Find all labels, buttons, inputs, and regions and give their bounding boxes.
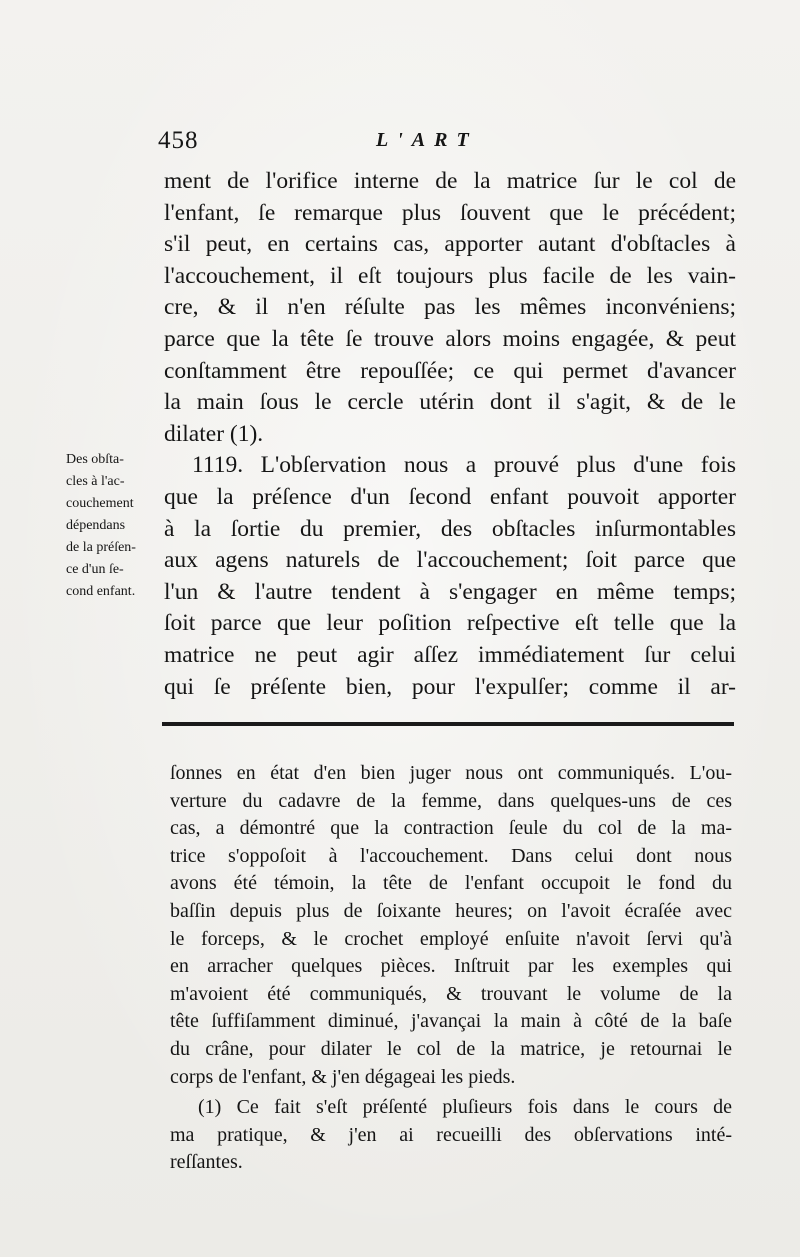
footnote-line: avons été témoin, la tête de l'enfant occupoit le fond du (170, 872, 732, 895)
footnote-line: m'avoient été communiqués, & trouvant le volume de la (170, 982, 732, 1005)
margin-note-line: de la préſen- (66, 540, 136, 555)
text-line: l'accouchement, il eſt toujours plus facile de les vain- (164, 262, 736, 289)
footnote-line: tête ſuffiſamment diminué, j'avançai la main à côté de la baſe (170, 1010, 732, 1033)
margin-note (66, 449, 166, 603)
footnote-line: du crâne, pour dilater le col de la matrice, je retournai le (170, 1037, 732, 1060)
text-line: matrice ne peut agir aſſez immédiatement ſur celui (164, 641, 736, 668)
footnote-separator-rule (162, 722, 734, 726)
text-line: ment de l'orifice interne de la matrice ſur le col de (164, 168, 736, 194)
running-title: L'ART (376, 129, 478, 151)
footnote-line: baſſin depuis plus de ſoixante heures; on l'avoit écraſée avec (170, 899, 732, 922)
footnote-continuation (170, 760, 732, 1091)
text-line: l'enfant, ſe remarque plus ſouvent que le précédent; (164, 199, 736, 226)
margin-note-line: Des obſta- (66, 452, 124, 467)
footnote-line: verture du cadavre de la femme, dans quelques-uns de ces (170, 789, 732, 812)
footnote-line: corps de l'enfant, & j'en dégageai les pieds. (170, 1065, 516, 1088)
text-line: qui ſe préſente bien, pour l'expulſer; comme il ar- (164, 673, 736, 700)
text-line: conſtamment être repouſſée; ce qui permet d'avancer (164, 357, 736, 384)
margin-note-line: cles à l'ac- (66, 474, 125, 489)
main-text-block (164, 166, 736, 703)
text-line: l'un & l'autre tendent à s'engager en même temps; (164, 578, 736, 605)
footnote-line: en arracher quelques pièces. Inſtruit par les exemples qui (170, 955, 732, 978)
footnote-line: le forceps, & le crochet employé enſuite n'avoit ſervi qu'à (170, 927, 732, 950)
text-line: que la préſence d'un ſecond enfant pouvoit apporter (164, 483, 736, 510)
text-line: la main ſous le cercle utérin dont il s'agit, & de le (164, 389, 736, 416)
page-number: 458 (158, 127, 199, 154)
margin-note-line: dépendans (66, 518, 126, 533)
margin-note-line: ce d'un ſe- (66, 562, 124, 577)
margin-note-line: couchement (66, 496, 134, 511)
text-line: dilater (1). (164, 420, 264, 447)
footnote-line: (1) Ce fait s'eſt préſenté pluſieurs fois dans le cours de (198, 1096, 732, 1118)
footnote-line: trice s'oppoſoit à l'accouchement. Dans celui dont nous (170, 844, 732, 867)
footnote-line: ma pratique, & j'en ai recueilli des obſervations inté- (170, 1123, 732, 1146)
footnote (170, 1094, 732, 1177)
text-line: parce que la tête ſe trouve alors moins engagée, & peut (164, 325, 736, 352)
footnote-line: cas, a démontré que la contraction ſeule du col de la ma- (170, 817, 732, 840)
text-line: aux agens naturels de l'accouchement; ſoit parce que (164, 547, 736, 574)
text-line: à la ſortie du premier, des obſtacles inſurmontables (164, 515, 736, 542)
footnote-line: ſonnes en état d'en bien juger nous ont communiqués. L'ou- (170, 762, 732, 784)
paragraph-start-line: 1119. L'obſervation nous a prouvé plus d'une fois (192, 452, 736, 479)
text-line: s'il peut, en certains cas, apporter autant d'obſtacles à (164, 231, 736, 258)
text-line: ſoit parce que leur poſition reſpective eſt telle que la (164, 610, 736, 637)
margin-note-line: cond enfant. (66, 584, 136, 599)
footnote-line: reſſantes. (170, 1151, 243, 1174)
page-header (158, 127, 498, 167)
text-line: cre, & il n'en réſulte pas les mêmes inconvéniens; (164, 294, 736, 321)
